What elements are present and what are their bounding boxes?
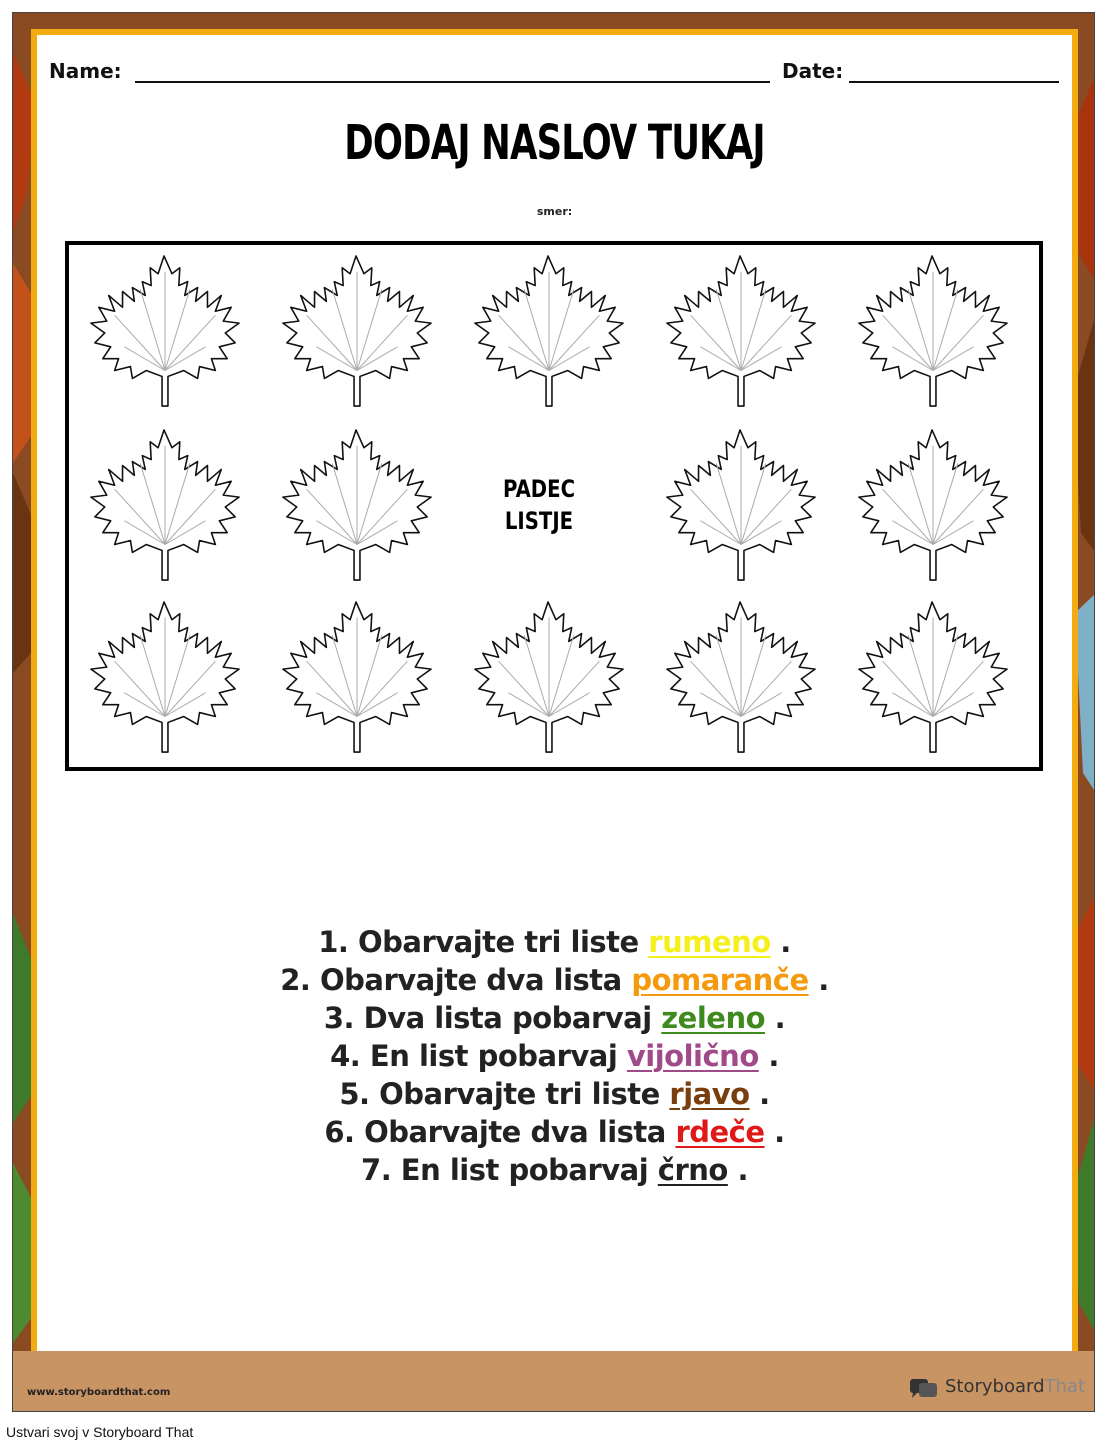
- date-write-line[interactable]: [849, 81, 1059, 83]
- instruction-line: [37, 1037, 1072, 1075]
- site-url: www.storyboardthat.com: [27, 1387, 171, 1398]
- footer-text: Ustvari svoj v Storyboard That: [6, 1424, 194, 1440]
- maple-leaf-icon[interactable]: [277, 425, 437, 585]
- instruction-text: 1. Obarvajte tri liste: [318, 925, 649, 959]
- name-label: Name:: [49, 59, 122, 83]
- instruction-line: [37, 923, 1072, 961]
- maple-leaf-icon[interactable]: [853, 251, 1013, 411]
- name-date-row: [49, 55, 1059, 89]
- instruction-color-word: rumeno: [648, 925, 771, 959]
- instruction-suffix: .: [758, 1039, 779, 1073]
- maple-leaf-icon[interactable]: [853, 425, 1013, 585]
- instruction-suffix: .: [808, 963, 829, 997]
- directions-label[interactable]: smer:: [536, 205, 573, 218]
- maple-leaf-icon[interactable]: [469, 251, 629, 411]
- instruction-line: [37, 1151, 1072, 1189]
- brand-name: StoryboardThat: [945, 1376, 1086, 1397]
- instruction-text: 5. Obarvajte tri liste: [339, 1077, 670, 1111]
- instruction-suffix: .: [749, 1077, 770, 1111]
- instruction-suffix: .: [764, 1115, 785, 1149]
- maple-leaf-icon[interactable]: [277, 597, 437, 757]
- instructions-list: [37, 923, 1072, 1189]
- instruction-suffix: .: [727, 1153, 748, 1187]
- instruction-line: [37, 999, 1072, 1037]
- instruction-color-word: rdeče: [675, 1115, 765, 1149]
- leaf-grid-box: [65, 241, 1043, 771]
- instruction-suffix: .: [770, 925, 791, 959]
- maple-leaf-icon[interactable]: [661, 251, 821, 411]
- worksheet-frame: [12, 12, 1095, 1412]
- speech-bubble-logo-icon: [909, 1377, 939, 1399]
- worksheet-sheet: [37, 35, 1072, 1373]
- worksheet-title[interactable]: DODAJ NASLOV TUKAJ: [344, 115, 765, 171]
- instruction-text: 7. En list pobarvaj: [361, 1153, 658, 1187]
- instruction-color-word: vijolično: [626, 1039, 759, 1073]
- instruction-line: [37, 1113, 1072, 1151]
- maple-leaf-icon[interactable]: [85, 597, 245, 757]
- instruction-text: 2. Obarvajte dva lista: [280, 963, 632, 997]
- maple-leaf-icon[interactable]: [85, 251, 245, 411]
- maple-leaf-icon[interactable]: [661, 425, 821, 585]
- name-write-line[interactable]: [135, 81, 770, 83]
- instruction-text: 4. En list pobarvaj: [330, 1039, 627, 1073]
- maple-leaf-icon[interactable]: [277, 251, 437, 411]
- center-label-line1: PADEC: [502, 475, 576, 503]
- instruction-line: [37, 1075, 1072, 1113]
- instruction-text: 3. Dva lista pobarvaj: [323, 1001, 662, 1035]
- instruction-line: [37, 961, 1072, 999]
- maple-leaf-icon[interactable]: [853, 597, 1013, 757]
- center-label: [486, 473, 593, 537]
- instruction-color-word: zeleno: [661, 1001, 766, 1035]
- maple-leaf-icon[interactable]: [85, 425, 245, 585]
- instruction-text: 6. Obarvajte dva lista: [324, 1115, 676, 1149]
- maple-leaf-icon[interactable]: [661, 597, 821, 757]
- maple-leaf-icon[interactable]: [469, 597, 629, 757]
- instruction-color-word: rjavo: [669, 1077, 750, 1111]
- date-label: Date:: [782, 59, 844, 83]
- center-label-line2: LISTJE: [504, 507, 574, 535]
- instruction-color-word: črno: [657, 1153, 728, 1187]
- instruction-color-word: pomaranče: [631, 963, 809, 997]
- instruction-suffix: .: [765, 1001, 786, 1035]
